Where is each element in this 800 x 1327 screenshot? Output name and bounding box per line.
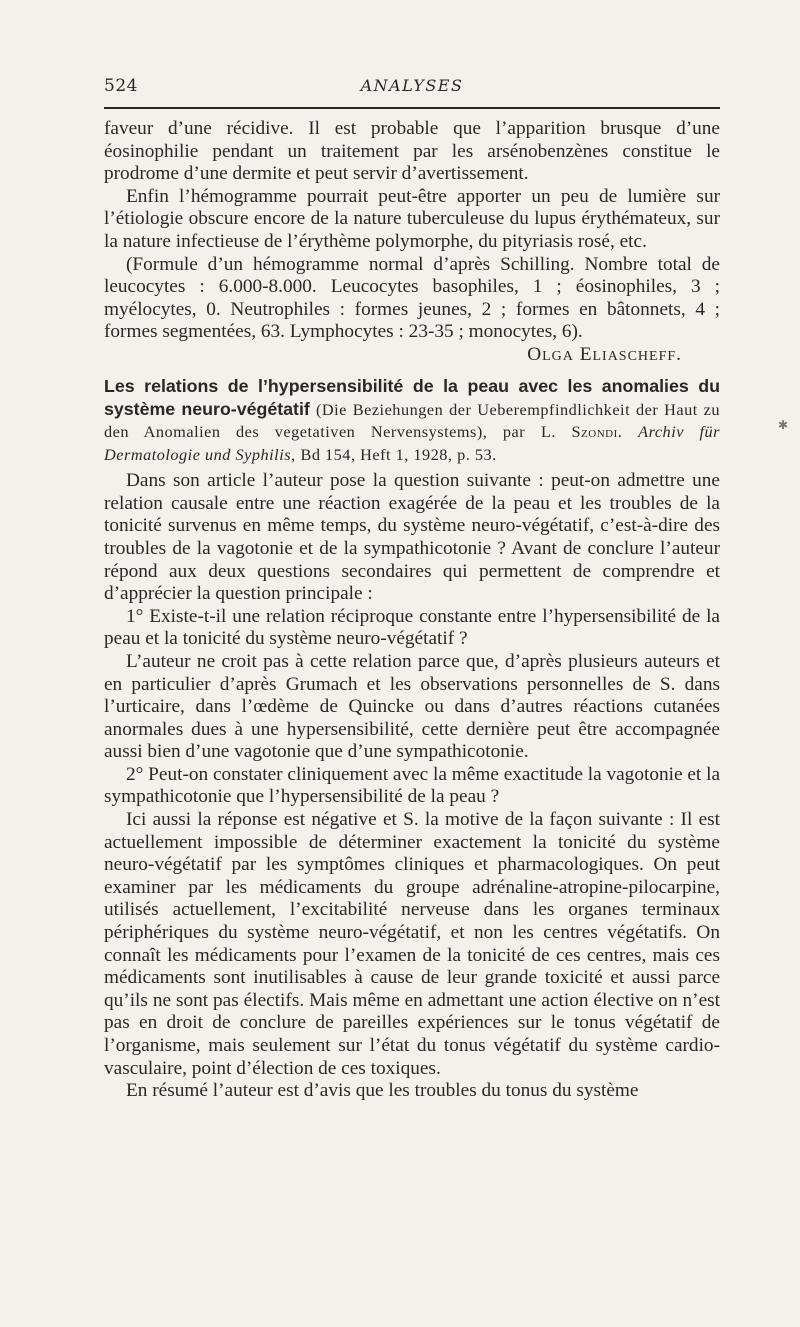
body-text xyxy=(104,118,720,1103)
article-heading xyxy=(104,375,720,467)
paragraph-answer-2: Ici aussi la réponse est négative et S. la motive de la façon suivante : Il est actuellement impossible de déterminer exactement la tonicité du système neuro-végétatif par les symptômes cliniques et pharmacologiques. On peut examiner par les médicaments du groupe adrénaline-atropine-pilocarpine, utilisés actuellement, l’excitabilité nerveuse dans les organes terminaux périphériques du système neuro-végétatif, et non les centres végétatifs. On connaît les médicaments pour l’examen de la tonicité de ces centres, mais ces médicaments sont inutilisables à cause de leur grande toxicité et aussi parce qu’ils ne sont pas électifs. Mais même en admettant une action élective on n’est pas en droit de conclure de pareilles expériences sur le tonus végétatif de l’organisme, mais seulement sur l’état du tonus végétatif du système cardio-vasculaire, point d’élection de ces toxiques. xyxy=(104,809,720,1079)
paragraph-formula: (Formule d’un hémogramme normal d’après Schilling. Nombre total de leucocytes : 6.000-8.000. Leucocytes basophiles, 1 ; éosinophiles, 3 ; myélocytes, 0. Neutrophiles : formes jeunes, 2 ; formes en bâtonnets, 4 ; formes segmentées, 63. Lymphocytes : 23-35 ; monocytes, 6). xyxy=(104,253,720,343)
paragraph-continuation: faveur d’une récidive. Il est probable que l’apparition brusque d’une éosinophilie pendant un traitement par les arsénobenzènes constitue le prodrome d’une dermite et peut servir d’avertissement. xyxy=(104,118,720,185)
reference-journal: Archiv für Dermatologie und Syphilis, xyxy=(104,422,720,464)
paragraph-question-2: 2° Peut-on constater cliniquement avec la même exactitude la vagotonie et la sympathicotonie que l’hypersensibilité de la peau ? xyxy=(104,763,720,808)
article-title: Les relations de l’hypersensibilité de la peau avec les anomalies du système neuro-végétatif xyxy=(104,375,720,419)
page-header xyxy=(104,76,720,102)
paragraph-summary: En résumé l’auteur est d’avis que les troubles du tonus du système xyxy=(126,1080,639,1102)
margin-mark-icon: ✱ xyxy=(778,418,789,432)
reference-german-title: (Die Beziehungen der Ueberempfindlichkeit der Haut zu den Anomalien des vegetativen Nervensystems), par xyxy=(104,399,720,442)
paragraph-answer-1: L’auteur ne croit pas à cette relation parce que, d’après plusieurs auteurs et en particulier d’après Grumach et les observations personnelles de S. dans l’urticaire, dans l’œdème de Quincke ou dans d’autres réactions cutanées anormales dues à une hypersensibilité, cette dernière peut être accompagnée aussi bien d’une vagotonie que d’une sympathicotonie. xyxy=(104,650,720,763)
paragraph-question-1: 1° Existe-t-il une relation réciproque constante entre l’hypersensibilité de la peau et la tonicité du système neuro-végétatif ? xyxy=(104,605,720,650)
page-number: 524 xyxy=(104,76,138,96)
header-rule xyxy=(104,107,720,109)
author-signature: Olga Eliascheff. xyxy=(527,343,682,365)
reference-details: Bd 154, Heft 1, 1928, p. 53. xyxy=(300,444,497,464)
paragraph-question: Dans son article l’auteur pose la question suivante : peut-on admettre une relation causale entre une réaction exagérée de la peau et les troubles de la tonicité survenus en même temps, du système neuro-végétatif, c’est-à-dire des troubles de la vagotonie et de la sympathicotonie ? Avant de conclure l’auteur répond aux deux questions secondaires qui permettent de comprendre et d’apprécier la question principale : xyxy=(104,470,720,605)
paragraph-hemogramme: Enfin l’hémogramme pourrait peut-être apporter un peu de lumière sur l’étiologie obscure encore de la nature tuberculeuse du lupus érythémateux, sur la nature infectieuse de l’érythème polymorphe, du pityriasis rosé, etc. xyxy=(104,185,720,252)
running-title: ANALYSES xyxy=(360,76,464,95)
reference-author: L. Szondi. xyxy=(540,422,623,442)
